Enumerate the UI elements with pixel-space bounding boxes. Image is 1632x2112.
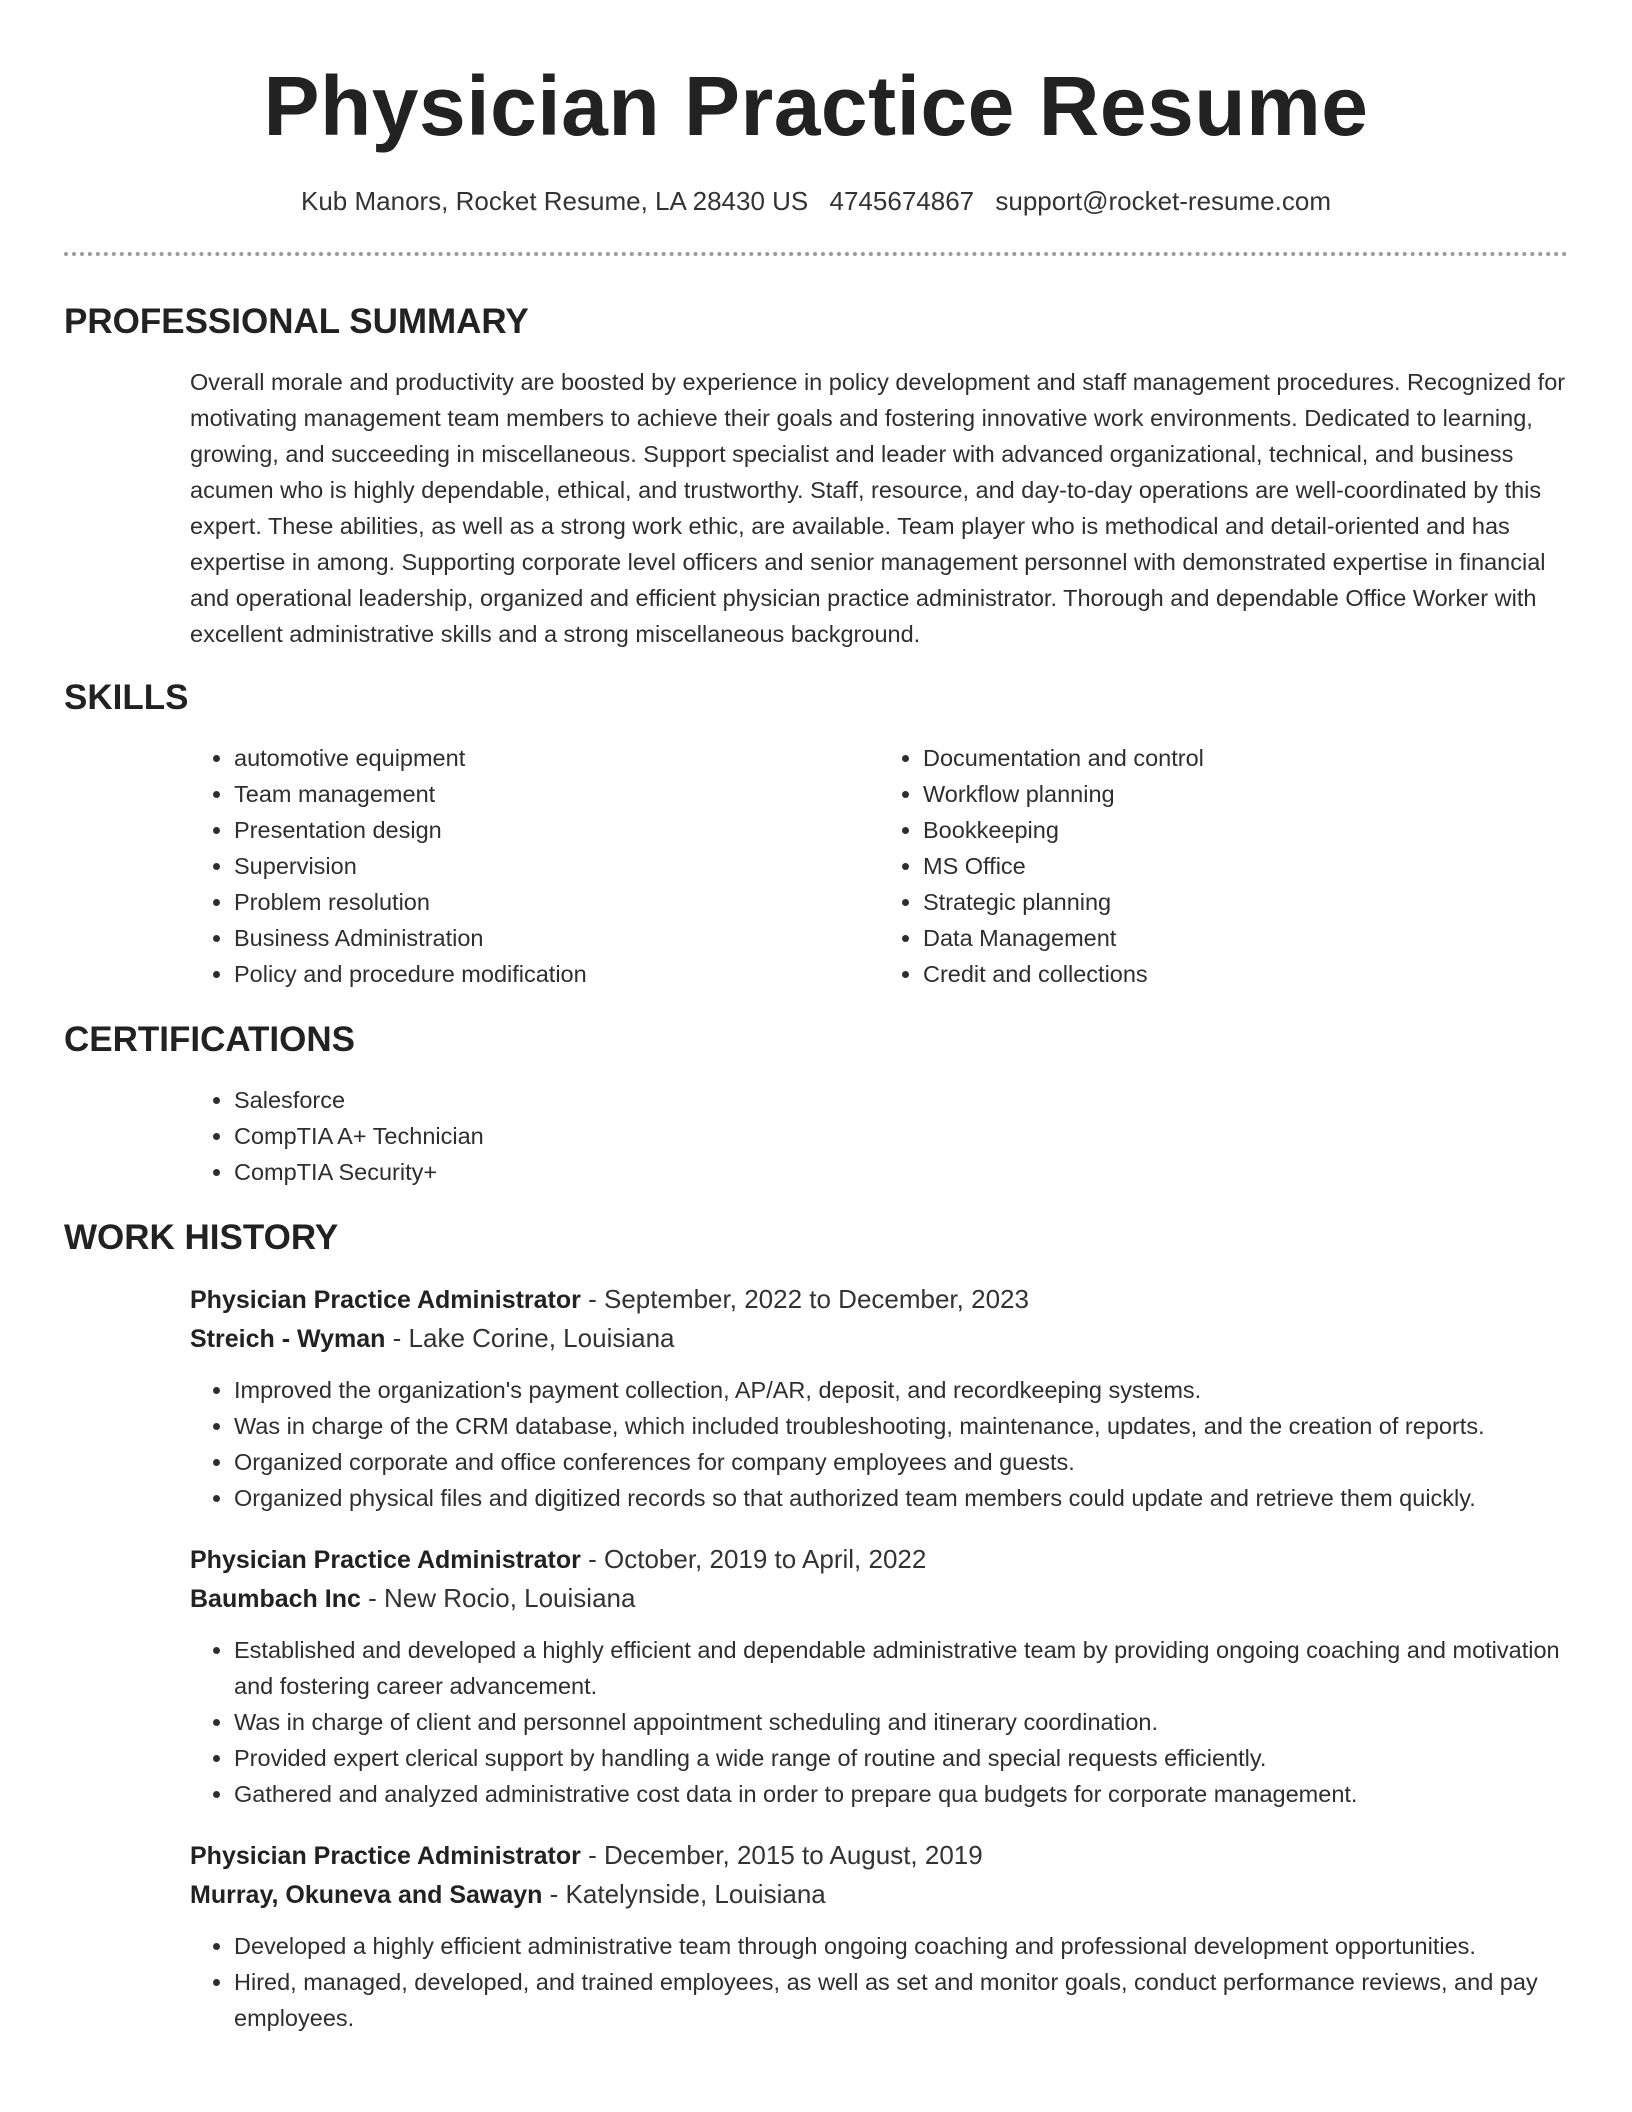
skills-list-right <box>879 740 1568 992</box>
job-bullets <box>190 1632 1568 1812</box>
skill-item: • Problem resolution <box>234 884 879 920</box>
contact-email: support@rocket-resume.com <box>995 186 1331 216</box>
certifications-section <box>64 1018 1568 1190</box>
job-entry <box>190 1540 1568 1812</box>
resume-title: Physician Practice Resume <box>263 59 1369 153</box>
job-bullet: • Organized physical files and digitized records so that authorized team members could update and retrieve them quickly. <box>234 1480 1568 1516</box>
job-company-line <box>190 1579 1568 1618</box>
certification-item: • CompTIA Security+ <box>234 1154 1568 1190</box>
header-divider <box>64 252 1568 256</box>
summary-heading: PROFESSIONAL SUMMARY <box>64 302 529 341</box>
work-history-section <box>64 1216 1568 2036</box>
job-bullet: • Hired, managed, developed, and trained employees, as well as set and monitor goals, conduct performance reviews, and pay employees. <box>234 1964 1568 2036</box>
job-company: Baumbach Inc <box>190 1585 361 1613</box>
job-entry <box>190 1836 1568 2036</box>
skill-item: • Policy and procedure modification <box>234 956 879 992</box>
contact-line <box>64 184 1568 218</box>
job-company: Streich - Wyman <box>190 1325 386 1353</box>
job-title: Physician Practice Administrator <box>190 1546 581 1574</box>
skills-heading: SKILLS <box>64 678 189 717</box>
skill-item: • Strategic planning <box>923 884 1568 920</box>
job-location: - Lake Corine, Louisiana <box>385 1323 675 1353</box>
certification-item: • Salesforce <box>234 1082 1568 1118</box>
job-bullet: • Developed a highly efficient administrative team through ongoing coaching and professional development opportunities. <box>234 1928 1568 1964</box>
skill-item: • automotive equipment <box>234 740 879 776</box>
job-dates: - October, 2019 to April, 2022 <box>580 1544 927 1574</box>
job-bullet: • Provided expert clerical support by handling a wide range of routine and special requests efficiently. <box>234 1740 1568 1776</box>
job-company-line <box>190 1875 1568 1914</box>
job-location: - Katelynside, Louisiana <box>542 1879 826 1909</box>
job-bullet: • Established and developed a highly efficient and dependable administrative team by providing ongoing coaching and motivation and fostering career advancement. <box>234 1632 1568 1704</box>
job-bullets <box>190 1372 1568 1516</box>
skill-item: • Data Management <box>923 920 1568 956</box>
skill-item: • Documentation and control <box>923 740 1568 776</box>
job-location: - New Rocio, Louisiana <box>360 1583 636 1613</box>
skill-item: • Business Administration <box>234 920 879 956</box>
certifications-list-wrap <box>190 1082 1568 1190</box>
skill-item: • Supervision <box>234 848 879 884</box>
certifications-list <box>190 1082 1568 1190</box>
job-title: Physician Practice Administrator <box>190 1842 581 1870</box>
job-title-line <box>190 1836 1568 1875</box>
job-bullets <box>190 1928 1568 2036</box>
job-title-line <box>190 1280 1568 1319</box>
job-company: Murray, Okuneva and Sawayn <box>190 1881 543 1909</box>
skills-grid <box>190 740 1568 992</box>
skill-item: • Team management <box>234 776 879 812</box>
skill-item: • Bookkeeping <box>923 812 1568 848</box>
job-bullet: • Was in charge of client and personnel appointment scheduling and itinerary coordination. <box>234 1704 1568 1740</box>
job-bullet: • Gathered and analyzed administrative cost data in order to prepare qua budgets for corporate management. <box>234 1776 1568 1812</box>
job-entry <box>190 1280 1568 1516</box>
contact-address: Kub Manors, Rocket Resume, LA 28430 US <box>301 186 809 216</box>
skills-list-left <box>190 740 879 992</box>
job-dates: - December, 2015 to August, 2019 <box>580 1840 983 1870</box>
summary-text: Overall morale and productivity are boosted by experience in policy development and staff management procedures. Recognized for motivating management team members to achieve their goals and fostering innovative work environments. Dedicated to learning, growing, and succeeding in miscellaneous. Support specialist and leader with advanced organizational, technical, and business acumen who is highly dependable, ethical, and trustworthy. Staff, resource, and day-to-day operations are well-coordinated by this expert. These abilities, as well as a strong work ethic, are available. Team player who is methodical and detail-oriented and has expertise in among. Supporting corporate level officers and senior management personnel with demonstrated expertise in financial and operational leadership, organized and efficient physician practice administrator. Thorough and dependable Office Worker with excellent administrative skills and a strong miscellaneous background. <box>190 369 1566 647</box>
summary-section <box>64 300 1568 652</box>
job-dates: - September, 2022 to December, 2023 <box>580 1284 1029 1314</box>
skills-section <box>64 676 1568 992</box>
skill-item: • Workflow planning <box>923 776 1568 812</box>
job-title: Physician Practice Administrator <box>190 1286 581 1314</box>
skill-item: • Credit and collections <box>923 956 1568 992</box>
job-bullet: • Organized corporate and office conferences for company employees and guests. <box>234 1444 1568 1480</box>
certification-item: • CompTIA A+ Technician <box>234 1118 1568 1154</box>
job-company-line <box>190 1319 1568 1358</box>
certifications-heading: CERTIFICATIONS <box>64 1020 356 1059</box>
job-bullet: • Was in charge of the CRM database, which included troubleshooting, maintenance, updates, and the creation of reports. <box>234 1408 1568 1444</box>
job-title-line <box>190 1540 1568 1579</box>
job-bullet: • Improved the organization's payment collection, AP/AR, deposit, and recordkeeping systems. <box>234 1372 1568 1408</box>
skill-item: • Presentation design <box>234 812 879 848</box>
skill-item: • MS Office <box>923 848 1568 884</box>
contact-phone: 4745674867 <box>829 186 975 216</box>
work-history-heading: WORK HISTORY <box>64 1218 339 1257</box>
